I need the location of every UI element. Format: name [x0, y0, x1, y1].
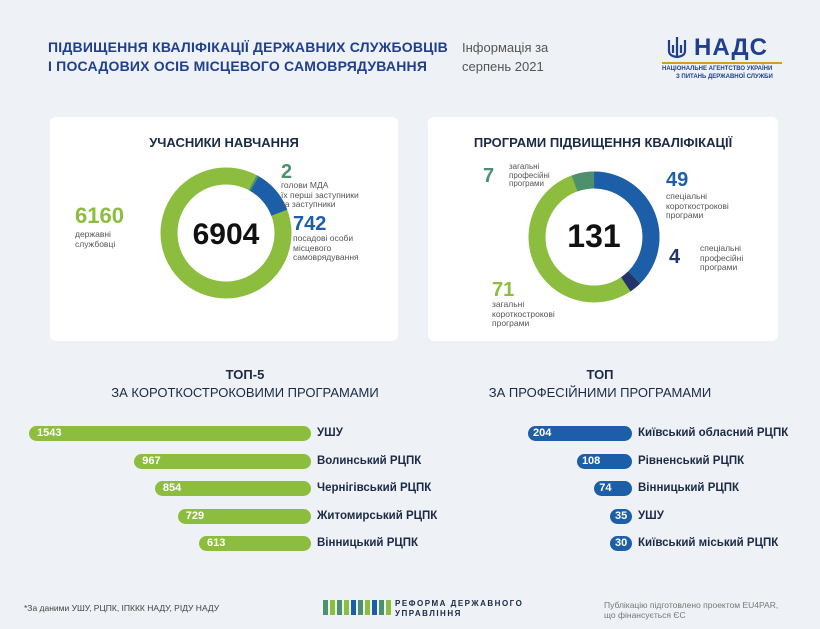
bar-short-label-3: Житомирський РЦПК [317, 509, 438, 522]
reform-logo-stripes-icon [323, 600, 391, 615]
bar-short-label-1: Волинський РЦПК [317, 454, 422, 467]
top-prof-title: ТОП ЗА ПРОФЕСІЙНИМИ ПРОГРАМАМИ [488, 367, 712, 400]
mda-value: 2 [281, 161, 293, 183]
bar-prof-value-0: 204 [533, 427, 552, 439]
special-prof-value: 4 [669, 246, 681, 268]
bar-short-value-1: 967 [142, 454, 161, 467]
page-title: ПІДВИЩЕННЯ КВАЛІФІКАЦІЇ ДЕРЖАВНИХ СЛУЖБОВЦІВ І ПОСАДОВИХ ОСІБ МІСЦЕВОГО САМОВРЯДУВАННЯ [48, 39, 448, 74]
source-note: *За даними УШУ, РЦПК, ІПККК НАДУ, РІДУ НАДУ [24, 603, 220, 613]
general-prof-value: 7 [483, 165, 495, 187]
nads-logo: НАДС НАЦІОНАЛЬНЕ АГЕНТСТВО УКРАЇНИ З ПИТАНЬ ДЕРЖАВНОЇ СЛУЖБИ [662, 34, 782, 86]
top-short-title: ТОП-5 ЗА КОРОТКОСТРОКОВИМИ ПРОГРАМАМИ [111, 367, 379, 400]
special-short-value: 49 [666, 169, 689, 191]
bar-short-label-4: Вінницький РЦПК [317, 537, 419, 549]
bar-short-0 [29, 426, 311, 441]
mda-label: голови МДА їх перші заступники та заступники [281, 180, 359, 209]
bar-prof-label-3: УШУ [638, 509, 664, 522]
bar-short-value-3: 729 [185, 509, 205, 522]
bar-short-1 [134, 454, 311, 469]
general-short-value: 71 [492, 279, 515, 301]
participants-card [50, 117, 398, 341]
special-short-label: спеціальні короткострокові програми [666, 191, 729, 220]
trident-icon [666, 36, 688, 62]
bar-short-value-2: 854 [162, 482, 182, 494]
bar-prof-label-1: Рівненський РЦПК [638, 454, 745, 467]
bar-prof-value-3: 35 [615, 509, 628, 522]
reform-text: РЕФОРМА ДЕРЖАВНОГО УПРАВЛІННЯ [395, 599, 524, 618]
report-period: Інформація за серпень 2021 [462, 40, 549, 74]
bar-short-value-4: 613 [206, 537, 226, 549]
local-value: 742 [293, 213, 327, 235]
bar-prof-label-0: Київський обласний РЦПК [638, 427, 789, 439]
participants-title: УЧАСНИКИ НАВЧАННЯ [149, 135, 299, 150]
civil-label: державні службовці [75, 229, 116, 249]
bar-short-label-2: Чернігівський РЦПК [317, 482, 432, 494]
bar-short-label-0: УШУ [317, 427, 343, 439]
programs-total: 131 [567, 218, 621, 254]
bar-prof-value-1: 108 [581, 454, 601, 467]
reform-logo [323, 600, 391, 615]
special-prof-label: спеціальні професійні програми [700, 243, 744, 272]
programs-title: ПРОГРАМИ ПІДВИЩЕННЯ КВАЛІФІКАЦІЇ [473, 135, 733, 150]
bar-prof-label-2: Вінницький РЦПК [638, 482, 740, 494]
local-label: посадові особи місцевого самоврядування [293, 233, 359, 262]
publication-note: Публікацію підготовлено проектом EU4PAR, що фінансується ЄС [604, 600, 779, 620]
civil-value: 6160 [75, 203, 124, 228]
bar-prof-value-4: 30 [615, 537, 628, 549]
bar-prof-label-4: Київський міський РЦПК [638, 537, 779, 549]
general-short-label: загальні короткострокові програми [492, 299, 555, 328]
general-prof-label: загальні професійні програми [509, 162, 550, 188]
bar-short-value-0: 1543 [37, 427, 62, 439]
bar-prof-value-2: 74 [599, 482, 612, 494]
participants-total: 6904 [192, 218, 260, 251]
programs-card [428, 117, 778, 341]
